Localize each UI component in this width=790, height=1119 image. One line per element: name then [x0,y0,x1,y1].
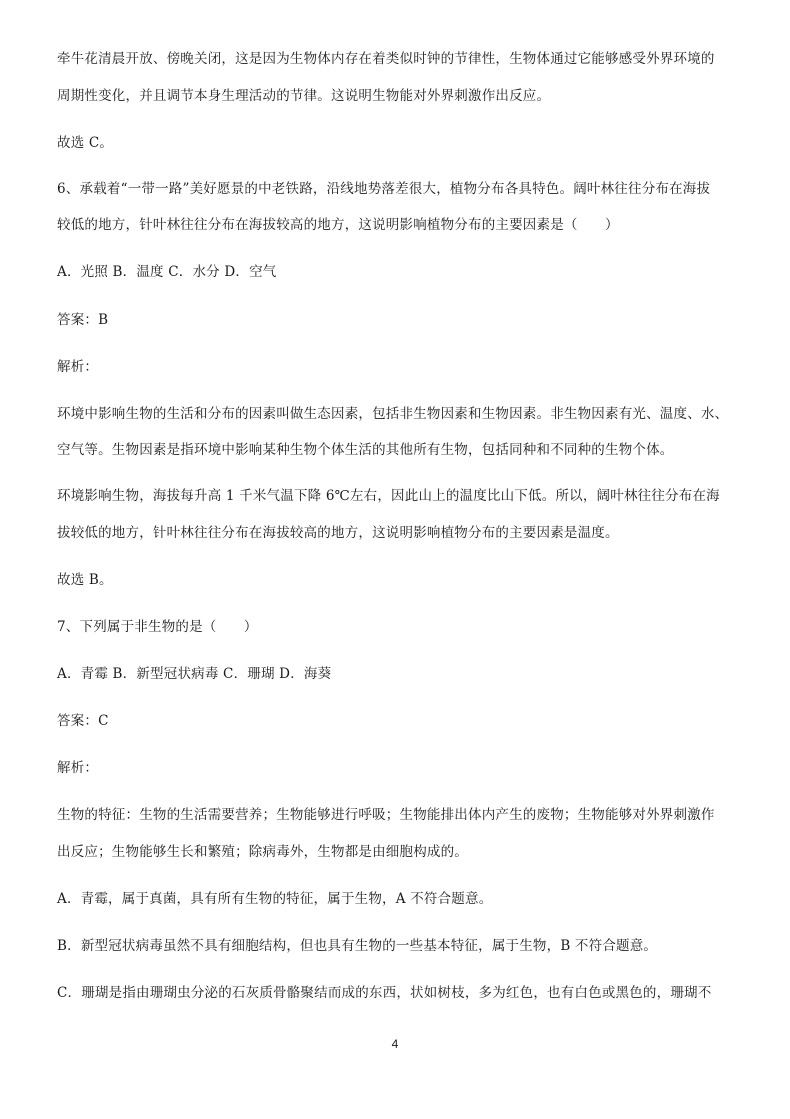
text-line: 拔较低的地方，针叶林往往分布在海拔较高的地方，这说明影响植物分布的主要因素是温度。 [57,525,619,541]
text-line: C．珊瑚是指由珊瑚虫分泌的石灰质骨骼聚结而成的东西，状如树枝，多为红色，也有白色或黑色的，珊瑚不 [57,985,712,1001]
question-6-options: A．光照 B．温度 C．水分 D．空气 [57,264,277,280]
question-7-options: A．青霉 B．新型冠状病毒 C．珊瑚 D．海葵 [57,666,332,682]
text-line: 故选 B。 [57,572,113,588]
text-line: 周期性变化，并且调节本身生理活动的节律。这说明生物能对外界刺激作出反应。 [57,88,551,104]
question-7-analysis-label: 解析： [57,760,99,776]
text-line: 空气等。生物因素是指环境中影响某种生物个体生活的其他所有生物，包括同种和不同种的生物个体。 [57,442,674,458]
question-6-stem: 6、承载着“一带一路”美好愿景的中老铁路，沿线地势落差很大，植物分布各具特色。阔叶林往往分布在海拔 [57,181,711,197]
text-line: 牵牛花清晨开放、傍晚关闭，这是因为生物体内存在着类似时钟的节律性，生物体通过它能够感受外界环境的 [57,51,715,67]
question-7-stem: 7、下列属于非生物的是（ ） [57,619,258,635]
question-6-answer: 答案：B [57,312,109,328]
text-line: B．新型冠状病毒虽然不具有细胞结构，但也具有生物的一些基本特征，属于生物，B 不符合题意。 [57,938,658,954]
text-line: A．青霉，属于真菌，具有所有生物的特征，属于生物，A 不符合题意。 [57,891,493,907]
question-6-analysis-label: 解析： [57,359,99,375]
question-6-stem: 较低的地方，针叶林往往分布在海拔较高的地方，这说明影响植物分布的主要因素是（ ） [57,217,619,233]
text-line: 故选 C。 [57,135,114,151]
text-line: 出反应；生物能够生长和繁殖；除病毒外，生物都是由细胞构成的。 [57,844,468,860]
question-7-answer: 答案：C [57,713,109,729]
page-number: 4 [391,1037,399,1051]
text-line: 生物的特征：生物的生活需要营养；生物能够进行呼吸；生物能排出体内产生的废物；生物能够对外界刺激作 [57,807,715,823]
text-line: 环境中影响生物的生活和分布的因素叫做生态因素，包括非生物因素和生物因素。非生物因素有光、温度、水、 [57,406,729,422]
text-line: 环境影响生物，海拔每升高 1 千米气温下降 6℃左右，因此山上的温度比山下低。所以，阔叶林往往分布在海 [57,488,720,504]
